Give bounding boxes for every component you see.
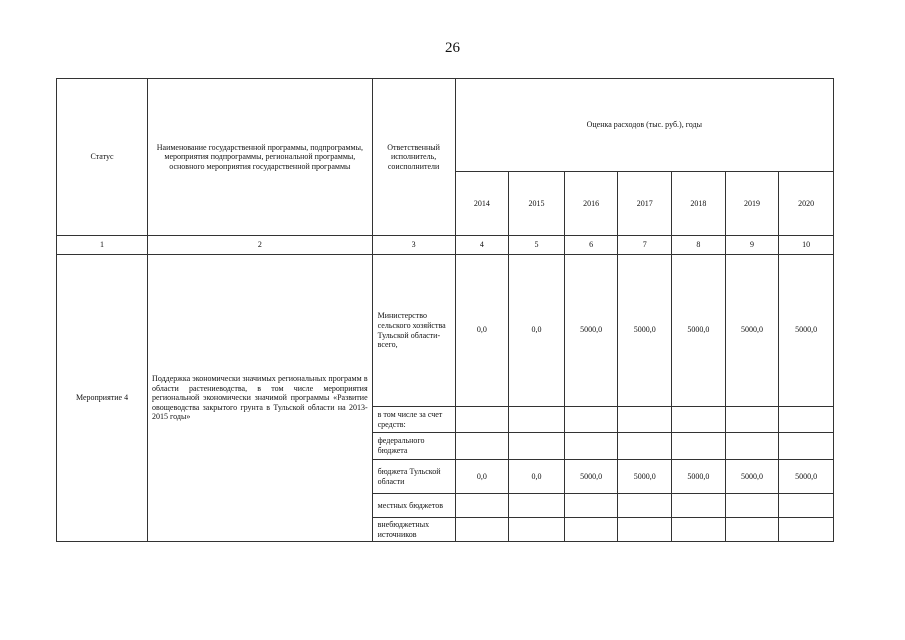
cost-cell [618, 494, 672, 518]
cost-cell [672, 433, 726, 460]
column-number-row [57, 236, 834, 255]
cost-cell: 5000,0 [618, 460, 672, 494]
cost-cell: 0,0 [455, 460, 509, 494]
column-number: 6 [564, 236, 618, 255]
table-row [57, 255, 834, 407]
cost-cell [779, 494, 834, 518]
header-year: 2015 [509, 172, 565, 236]
row-label: местных бюджетов [372, 494, 455, 518]
cost-cell [564, 407, 618, 433]
cost-cell [455, 494, 509, 518]
cost-cell [725, 494, 779, 518]
column-number: 3 [372, 236, 455, 255]
cost-cell [455, 518, 509, 542]
cost-cell [564, 518, 618, 542]
cost-cell [725, 433, 779, 460]
column-number: 7 [618, 236, 672, 255]
cost-cell [779, 433, 834, 460]
cost-cell [779, 407, 834, 433]
header-year: 2019 [725, 172, 779, 236]
cost-cell [672, 494, 726, 518]
column-number: 10 [779, 236, 834, 255]
header-status: Статус [57, 79, 148, 236]
cost-cell [455, 433, 509, 460]
cost-cell: 5000,0 [725, 255, 779, 407]
cost-cell [564, 433, 618, 460]
header-year: 2016 [564, 172, 618, 236]
cost-cell: 5000,0 [672, 460, 726, 494]
cost-cell [509, 407, 565, 433]
cost-cell [618, 518, 672, 542]
column-number: 1 [57, 236, 148, 255]
cost-cell [509, 433, 565, 460]
budget-table [56, 78, 834, 542]
column-number: 2 [148, 236, 373, 255]
cost-cell [509, 494, 565, 518]
header-costs: Оценка расходов (тыс. руб.), годы [455, 79, 833, 172]
header-responsible: Ответственный исполнитель, соисполнители [372, 79, 455, 236]
header-year: 2020 [779, 172, 834, 236]
event-name: Поддержка экономически значимых региональных программ в области растениеводства, в том числе мероприятия региональной экономически значимой программы «Развитие овощеводства закрытого грунта в Тульской области на 2013-2015 годы» [148, 255, 373, 542]
row-label: внебюджетных источников [372, 518, 455, 542]
cost-cell [779, 518, 834, 542]
cost-cell: 0,0 [509, 255, 565, 407]
cost-cell: 5000,0 [564, 460, 618, 494]
cost-cell [509, 518, 565, 542]
header-year: 2014 [455, 172, 509, 236]
row-label: Министерство сельского хозяйства Тульской области- всего, [372, 255, 455, 407]
cost-cell: 0,0 [455, 255, 509, 407]
cost-cell [725, 407, 779, 433]
header-row-top [57, 79, 834, 172]
cost-cell: 5000,0 [672, 255, 726, 407]
row-label: в том числе за счет средств: [372, 407, 455, 433]
column-number: 9 [725, 236, 779, 255]
cost-cell: 5000,0 [725, 460, 779, 494]
header-year: 2017 [618, 172, 672, 236]
cost-cell: 0,0 [509, 460, 565, 494]
cost-cell [725, 518, 779, 542]
column-number: 4 [455, 236, 509, 255]
cost-cell [672, 407, 726, 433]
header-name: Наименование государственной программы, подпрограммы, мероприятия подпрограммы, региональной программы, основного мероприятия государственной программы [148, 79, 373, 236]
page-number: 26 [445, 40, 460, 56]
column-number: 8 [672, 236, 726, 255]
cost-cell: 5000,0 [779, 255, 834, 407]
cost-cell: 5000,0 [779, 460, 834, 494]
header-year: 2018 [672, 172, 726, 236]
cost-cell [564, 494, 618, 518]
column-number: 5 [509, 236, 565, 255]
cost-cell: 5000,0 [564, 255, 618, 407]
cost-cell [618, 407, 672, 433]
cost-cell: 5000,0 [618, 255, 672, 407]
cost-cell [455, 407, 509, 433]
event-status: Мероприятие 4 [57, 255, 148, 542]
cost-cell [618, 433, 672, 460]
cost-cell [672, 518, 726, 542]
row-label: федерального бюджета [372, 433, 455, 460]
row-label: бюджета Тульской области [372, 460, 455, 494]
